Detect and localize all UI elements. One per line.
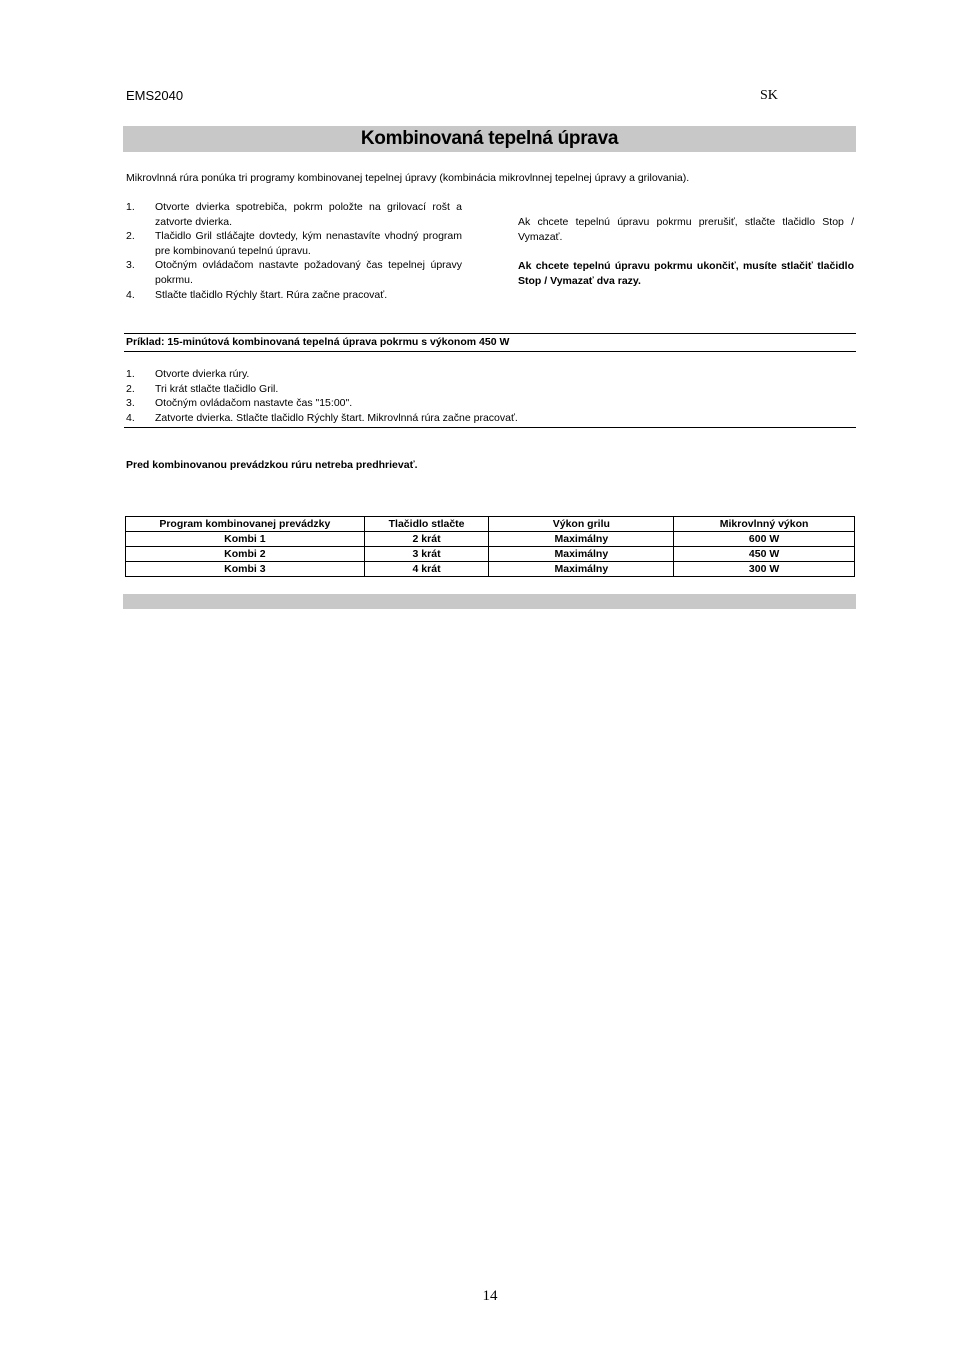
list-item: [126, 200, 462, 229]
step-text: Otočným ovládačom nastavte čas "15:00".: [155, 397, 353, 410]
example-title: Príklad: 15-minútová kombinovaná tepelná úprava pokrmu s výkonom 450 W: [126, 336, 510, 348]
table-cell: 300 W: [674, 562, 855, 577]
table-cell: Kombi 3: [126, 562, 365, 577]
list-item: [126, 288, 462, 303]
title-bar: [123, 126, 856, 152]
step-number: 2.: [126, 230, 135, 243]
step-number: 1.: [126, 201, 135, 213]
table-cell: 600 W: [674, 532, 855, 547]
divider: [124, 333, 856, 334]
step-text: Otočným ovládačom nastavte požadovaný čas tepelnej úpravy pokrmu.: [155, 259, 462, 286]
step-text: Otvorte dvierka rúry.: [155, 368, 250, 380]
preheat-note: Pred kombinovanou prevádzkou rúru netreba predhrievať.: [126, 459, 418, 471]
step-text: Otvorte dvierka spotrebiča, pokrm položte na grilovací rošt a zatvorte dvierka.: [155, 201, 462, 228]
table-cell: Kombi 2: [126, 547, 365, 562]
table-row: [126, 547, 855, 562]
step-number: 3.: [126, 259, 135, 272]
table-header-cell: Tlačidlo stlačte: [364, 517, 489, 532]
step-number: 2.: [126, 382, 135, 395]
divider: [124, 427, 856, 428]
step-text: Tlačidlo Gril stláčajte dovtedy, kým nenastavíte vhodný program pre kombinovanú tepelnú úpravu.: [155, 230, 462, 257]
list-item: [126, 411, 846, 426]
table-row: [126, 532, 855, 547]
table-cell: 450 W: [674, 547, 855, 562]
model-number: EMS2040: [126, 88, 184, 103]
table-cell: 2 krát: [364, 532, 489, 547]
footer-bar: [123, 594, 856, 609]
table-header-cell: Výkon grilu: [489, 517, 674, 532]
step-text: Zatvorte dvierka. Stlačte tlačidlo Rýchly štart. Mikrovlnná rúra začne pracovať.: [155, 411, 518, 424]
step-number: 1.: [126, 368, 135, 380]
list-item: [126, 396, 846, 411]
list-item: [126, 367, 846, 382]
table-row: [126, 562, 855, 577]
table-header-row: [126, 517, 855, 532]
table-cell: 3 krát: [364, 547, 489, 562]
interrupt-note: Ak chcete tepelnú úpravu pokrmu prerušiť, stlačte tlačidlo Stop / Vymazať.: [518, 216, 854, 243]
table-cell: Maximálny: [489, 547, 674, 562]
step-number: 4.: [126, 411, 135, 424]
list-item: [126, 382, 846, 397]
page-number: 14: [482, 1288, 498, 1304]
page-title: Kombinovaná tepelná úprava: [360, 128, 619, 149]
program-table: [125, 516, 855, 577]
step-number: 4.: [126, 288, 135, 301]
table-cell: Kombi 1: [126, 532, 365, 547]
example-steps-list: [126, 367, 846, 425]
steps-list: [126, 200, 462, 302]
table-cell: Maximálny: [489, 532, 674, 547]
divider: [124, 351, 856, 352]
list-item: [126, 258, 462, 287]
list-item: [126, 229, 462, 258]
table-cell: Maximálny: [489, 562, 674, 577]
step-text: Stlačte tlačidlo Rýchly štart. Rúra začne pracovať.: [155, 288, 388, 301]
table-header-cell: Mikrovlnný výkon: [674, 517, 855, 532]
intro-text: Mikrovlnná rúra ponúka tri programy kombinovanej tepelnej úpravy (kombinácia mikrovlnnej tepelnej úpravy a grilovania).: [126, 172, 690, 184]
table-header-cell: Program kombinovanej prevádzky: [126, 517, 365, 532]
step-text: Tri krát stlačte tlačidlo Gril.: [155, 382, 279, 395]
finish-note: Ak chcete tepelnú úpravu pokrmu ukončiť, musíte stlačiť tlačidlo Stop / Vymazať dva razy.: [518, 260, 854, 287]
language-code: SK: [760, 88, 778, 103]
step-number: 3.: [126, 397, 135, 410]
table-cell: 4 krát: [364, 562, 489, 577]
